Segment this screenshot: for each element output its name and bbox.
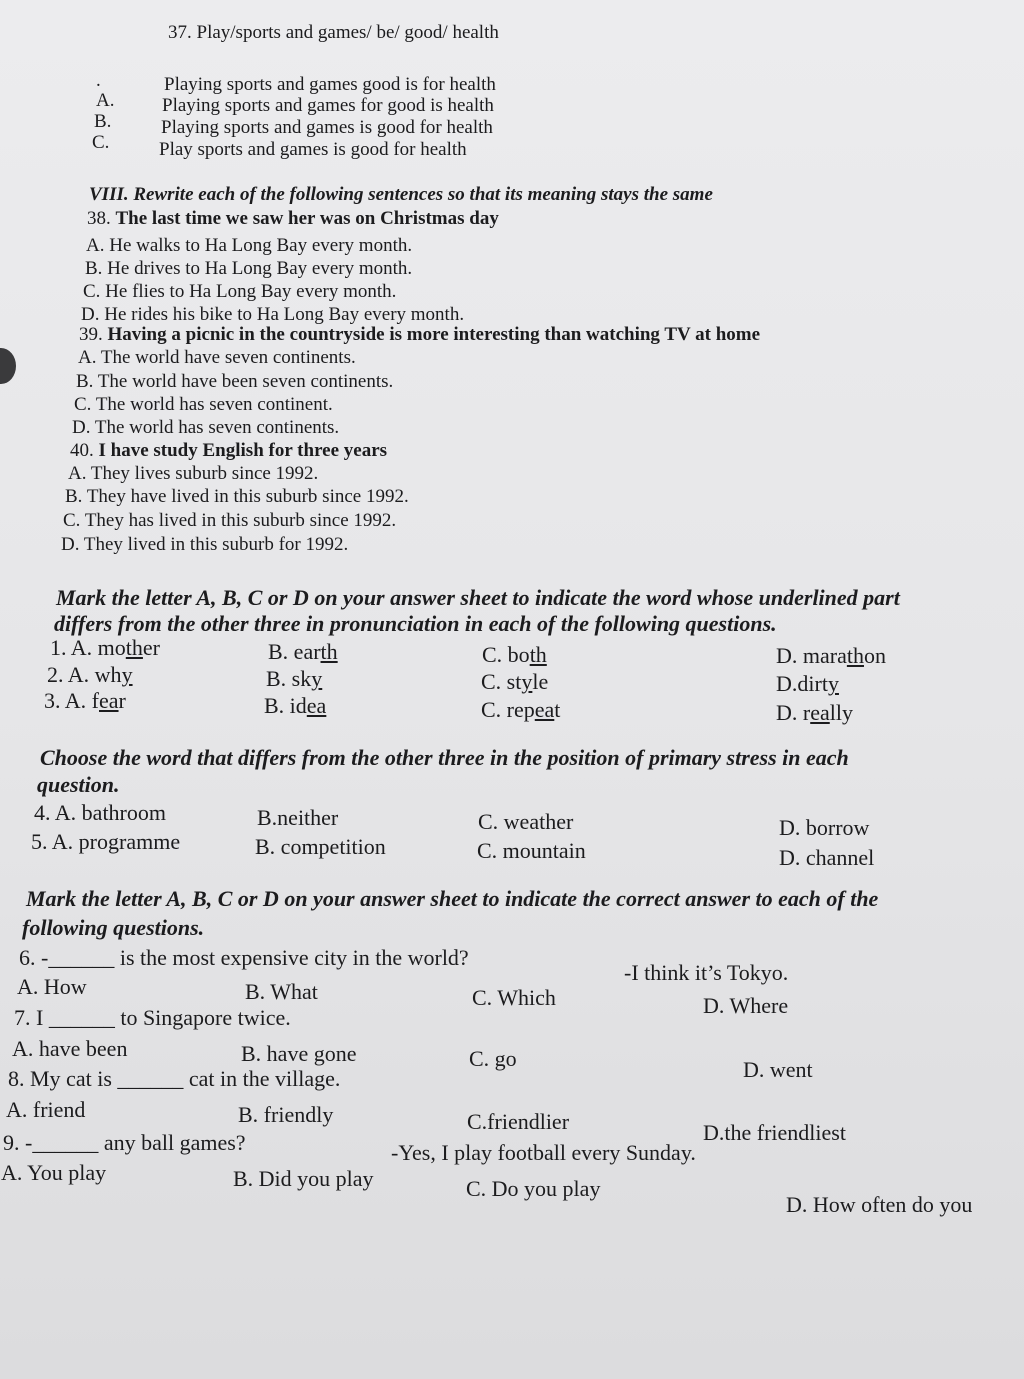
q39-option-b: B. The world have been seven continents. [76, 371, 394, 392]
pronunciation-heading-line1: Mark the letter A, B, C or D on your answer sheet to indicate the word whose underlined part [56, 585, 900, 610]
q38-number: 38. [87, 208, 111, 229]
q40-option-a: A. They lives suburb since 1992. [68, 463, 319, 484]
q38-option-a: A. He walks to Ha Long Bay every month. [86, 235, 413, 256]
q5-option-c: C. mountain [477, 838, 586, 863]
q37-opt1-text: Playing sports and games for good is health [162, 95, 494, 116]
q7-option-b: B. have gone [241, 1041, 357, 1066]
q8-option-d: D.the friendliest [703, 1120, 846, 1145]
q3-option-c: C. repeat [481, 697, 561, 722]
q9-option-d: D. How often do you [786, 1192, 973, 1217]
q2-option-a: 2. A. why [47, 662, 133, 687]
q39-option-d: D. The world has seven continents. [72, 417, 340, 438]
q6-option-c: C. Which [472, 985, 556, 1010]
q2-option-d: D.dirty [776, 671, 839, 696]
q39-option-a: A. The world have seven continents. [78, 347, 356, 368]
q9-option-b: B. Did you play [233, 1166, 374, 1191]
q8-stem: 8. My cat is ______ cat in the village. [8, 1066, 341, 1091]
q5-option-b: B. competition [255, 834, 386, 859]
q6-option-b: B. What [245, 979, 318, 1004]
q4-option-c: C. weather [478, 809, 574, 834]
q3-option-d: D. really [776, 700, 853, 725]
q2-option-c: C. style [481, 669, 549, 694]
q4-option-d: D. borrow [779, 815, 870, 840]
correct-heading-line1: Mark the letter A, B, C or D on your answer sheet to indicate the correct answer to each of the [26, 886, 879, 911]
q2-option-b: B. sky [266, 666, 323, 691]
q1-option-a: 1. A. mother [50, 635, 161, 660]
q9-reply: -Yes, I play football every Sunday. [391, 1140, 696, 1165]
q38-stem: The last time we saw her was on Christmas day [115, 208, 499, 229]
q40-option-d: D. They lived in this suburb for 1992. [61, 534, 349, 555]
q40-stem-line [70, 440, 387, 462]
q37-opt0-text: Playing sports and games good is for health [164, 74, 496, 95]
pronunciation-heading-line2: differs from the other three in pronunciation in each of the following questions. [54, 611, 777, 636]
q37-opt3-text: Play sports and games is good for health [159, 139, 467, 160]
q8-option-c: C.friendlier [467, 1109, 570, 1134]
q40-stem: I have study English for three years [98, 440, 388, 461]
q38-stem-line [87, 208, 499, 230]
q7-option-d: D. went [743, 1057, 813, 1082]
q37-stem: 37. Play/sports and games/ be/ good/ health [168, 22, 499, 43]
q7-stem: 7. I ______ to Singapore twice. [14, 1005, 291, 1030]
q37-opt3-letter: C. [92, 132, 110, 153]
q39-number: 39. [79, 324, 103, 345]
q5-option-d: D. channel [779, 845, 875, 870]
q38-option-b: B. He drives to Ha Long Bay every month. [85, 258, 413, 279]
q40-number: 40. [70, 440, 94, 461]
q6-stem: 6. -______ is the most expensive city in the world? [19, 945, 469, 970]
q8-option-a: A. friend [6, 1097, 86, 1122]
q5-option-a: 5. A. programme [31, 829, 181, 854]
q3-option-b: B. idea [264, 693, 327, 718]
q1-option-c: C. both [482, 642, 547, 667]
q1-option-b: B. earth [268, 639, 338, 664]
q39-stem: Having a picnic in the countryside is more interesting than watching TV at home [107, 324, 761, 345]
q6-option-d: D. Where [703, 993, 789, 1018]
q37-opt2-text: Playing sports and games is good for health [161, 117, 493, 138]
stress-heading-line2: question. [37, 772, 120, 797]
q7-option-c: C. go [469, 1046, 517, 1071]
q9-option-a: A. You play [1, 1160, 107, 1185]
q9-stem: 9. -______ any ball games? [3, 1130, 246, 1155]
q38-option-c: C. He flies to Ha Long Bay every month. [83, 281, 397, 302]
q40-option-c: C. They has lived in this suburb since 1992. [63, 510, 397, 531]
q4-option-b: B.neither [257, 805, 339, 830]
q38-option-d: D. He rides his bike to Ha Long Bay every month. [81, 304, 465, 325]
q7-option-a: A. have been [12, 1036, 128, 1061]
q8-option-b: B. friendly [238, 1102, 334, 1127]
stress-heading-line1: Choose the word that differs from the other three in the position of primary stress in each [40, 745, 849, 770]
q39-stem-line [79, 324, 760, 346]
q6-reply: -I think it’s Tokyo. [624, 960, 789, 985]
q3-option-a: 3. A. fear [44, 688, 126, 713]
page-edge-shadow [0, 348, 16, 384]
q37-opt2-letter: B. [94, 111, 112, 132]
q39-option-c: C. The world has seven continent. [74, 394, 333, 415]
q1-option-d: D. marathon [776, 643, 886, 668]
q9-option-c: C. Do you play [466, 1176, 601, 1201]
q4-option-a: 4. A. bathroom [34, 800, 166, 825]
q40-option-b: B. They have lived in this suburb since 1992. [65, 486, 409, 507]
correct-heading-line2: following questions. [22, 915, 205, 940]
q6-option-a: A. How [17, 974, 87, 999]
section8-heading: VIII. Rewrite each of the following sentences so that its meaning stays the same [89, 184, 713, 205]
q37-opt1-letter: A. [96, 90, 115, 111]
q37-opt0-letter: . [96, 70, 101, 91]
